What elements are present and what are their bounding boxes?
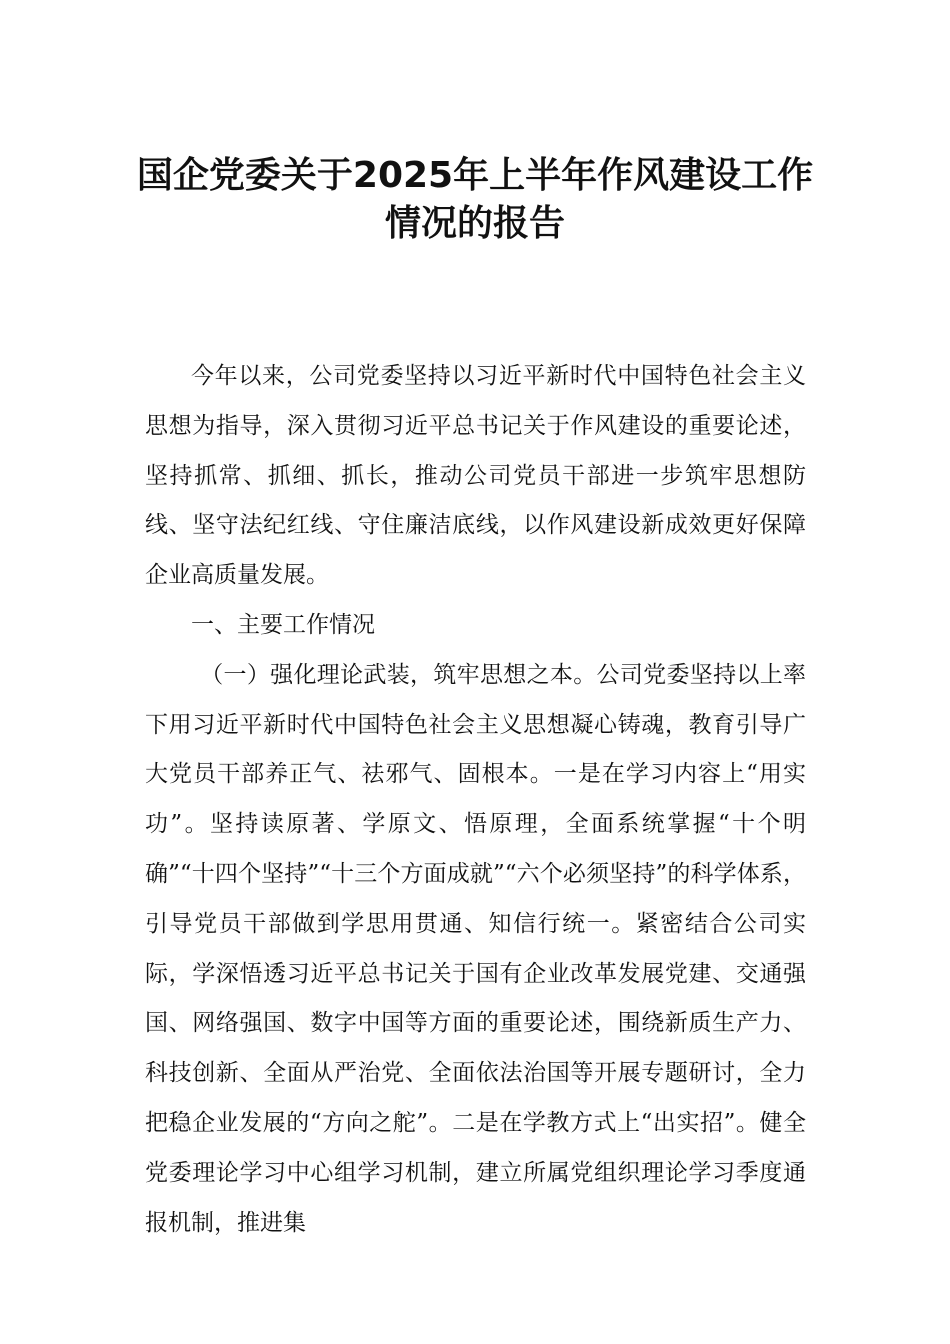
title-line-1: 国企党委关于2025年上半年作风建设工作 (136, 155, 814, 197)
title-line-2: 情况的报告 (384, 203, 565, 245)
section-heading: 一、主要工作情况 (191, 611, 375, 638)
intro-paragraph: 今年以来，公司党委坚持以习近平新时代中国特色社会主义思想为指导，深入贯彻习近平总书记关于作风建设的重要论述，坚持抓常、抓细、抓长，推动公司党员干部进一步筑牢思想防线、坚守法纪红线、守住廉洁底线，以作风建设新成效更好保障企业高质量发展。 (145, 363, 806, 589)
section-item-paragraph: （一）强化理论武装，筑牢思想之本。公司党委坚持以上率下用习近平新时代中国特色社会主义思想凝心铸魂，教育引导广大党员干部养正气、祛邪气、固根本。一是在学习内容上“用实功”。坚持读原著、学原文、悟原理，全面系统掌握“十个明确”“十四个坚持”“十三个方面成就”“六个必须坚持”的科学体系，引导党员干部做到学思用贯通、知信行统一。紧密结合公司实际，学深悟透习近平总书记关于国有企业改革发展党建、交通强国、网络强国、数字中国等方面的重要论述，围绕新质生产力、科技创新、全面从严治党、全面依法治国等开展专题研讨，全力把稳企业发展的“方向之舵”。二是在学教方式上“出实招”。健全党委理论学习中心组学习机制，建立所属党组织理论学习季度通报机制，推进集 (145, 661, 806, 1236)
document-body (145, 352, 806, 1248)
document-title (120, 152, 830, 248)
